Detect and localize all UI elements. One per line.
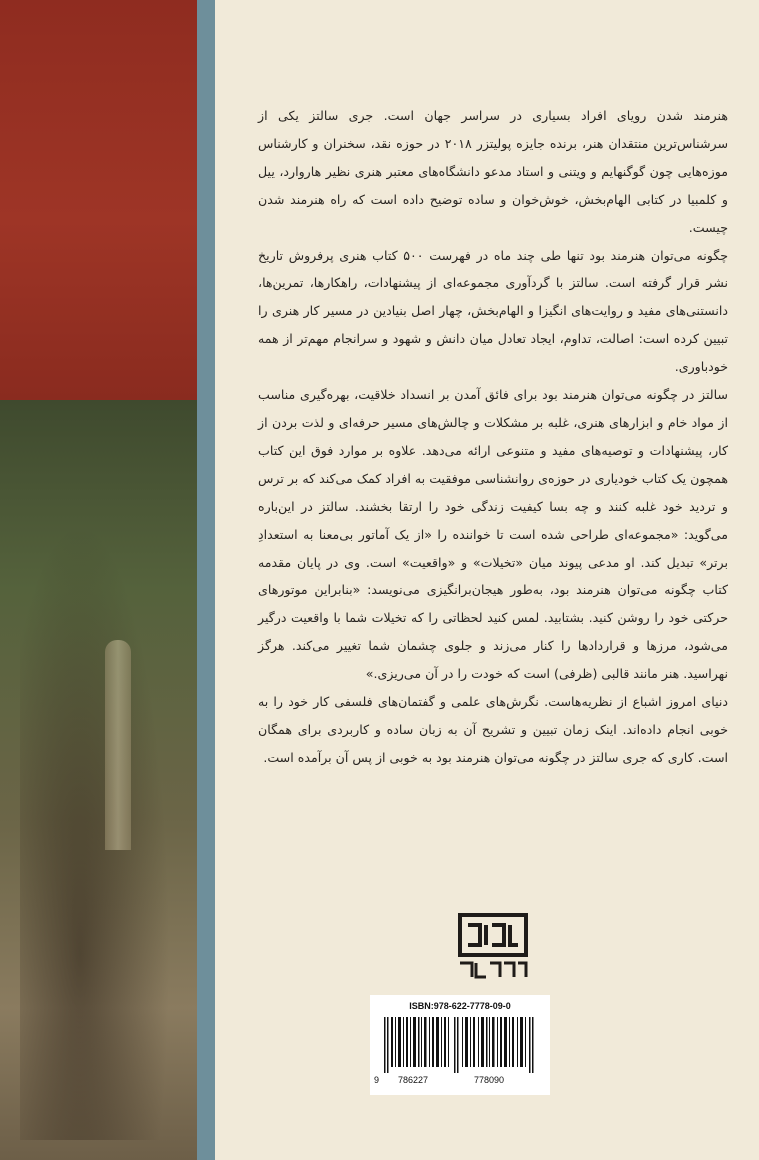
blurb-paragraph-3: سالتز در چگونه می‌توان هنرمند بود برای فائق آمدن بر انسداد خلاقیت، بهره‌گیری مناسب از مواد خام و ابزارهای هنری، غلبه بر مشکلات و چالش‌های مسیر حرفه‌ای و لذت بردن از کار، پیشنهادات و توصیه‌های مفید و متنوعی ارائه می‌دهد. علاوه بر موارد فوق این کتاب همچون یک کتاب خودیاری در حوزه‌ی روانشناسی موفقیت به افراد کمک می‌کند که بر ترس و تردید خود غلبه کنند و چه بسا کیفیت زندگی خود را ارتقا بخشند. سالتز در این‌باره می‌گوید: «مجموعه‌ای طراحی شده است تا خواننده را «از یک آماتور بی‌معنا به استعدادِ برتر» تبدیل کند. او مدعی پیوند میان «تخیلات» و «واقعیت» است. وی در پایان مقدمه کتاب چگونه می‌توان هنرمند بود، به‌طور هیجان‌برانگیزی می‌نویسد: «بنابراین موتورهای حرکتی خود را روشن کنید. بشتابید. لمس کنید لحظاتی را که تخیلات شما با واقعیت درگیر می‌شود، مرزها و قراردادها را کنار می‌زند و جلوی چشمان شما تغییر می‌کند. هرگز نهراسید. هنر مانند قالبی (ظرفی) است که خودت را در آن می‌ریزی.» xyxy=(258,387,728,682)
barcode xyxy=(370,995,550,1095)
barcode-digits-left: 786227 xyxy=(398,1075,429,1085)
painting-shadow xyxy=(20,520,170,1140)
isbn-label: ISBN:978-622-7778-09-0 xyxy=(409,1001,511,1011)
barcode-digits-right: 778090 xyxy=(474,1075,505,1085)
blurb-paragraph-2: چگونه می‌توان هنرمند بود تنها طی چند ماه در فهرست ۵۰۰ کتاب هنری پرفروش تاریخ نشر قرار گرفته است. سالتز با گردآوری مجموعه‌ای از پیشنهادات، راهکارها، تمرین‌ها، دانستنی‌های مفید و روایت‌های انگیزا و الهام‌بخش، چهار اصل بنیادین در مسیر کار هنری را تبیین کرده است: اصالت، تداوم، ایجاد تعادل میان دانش و شهود و سرانجام مهم‌تر از همه خودباوری. xyxy=(258,247,728,375)
cover-art-spine xyxy=(0,0,197,1160)
blurb-paragraph-1: هنرمند شدن رویای افراد بسیاری در سراسر جهان است. جری سالتز یکی از سرشناس‌ترین منتقدان هنر، برنده جایزه پولیتزر ۲۰۱۸ در حوزه نقد، سخنران و کارشناس موزه‌هایی چون گوگنهایم و ویتنی و استاد مدعو دانشگاه‌های معتبر هنری نظیر هاروارد، ییل و کلمبیا در کتابی الهام‌بخش، خوش‌خوان و ساده توضیح داده است که راه هنرمند شدن چیست. xyxy=(258,108,729,235)
barcode-digit-first: 9 xyxy=(374,1075,380,1085)
blue-strip xyxy=(197,0,215,1160)
barcode-bars xyxy=(384,1017,536,1073)
red-panel xyxy=(0,0,197,400)
painting-window xyxy=(105,640,131,850)
back-cover-blurb xyxy=(258,102,728,772)
publisher-logo-icon xyxy=(452,913,534,983)
blurb-paragraph-4: دنیای امروز اشباع از نظریه‌هاست. نگرش‌های علمی و گفتمان‌های فلسفی کار خود را به خوبی انجام داده‌اند. اینک زمان تبیین و تشریح آن به زبان ساده و کاربردی برای همگان است. کاری که جری سالتز در چگونه می‌توان هنرمند بود به خوبی از پس آن برآمده است. xyxy=(258,694,728,765)
